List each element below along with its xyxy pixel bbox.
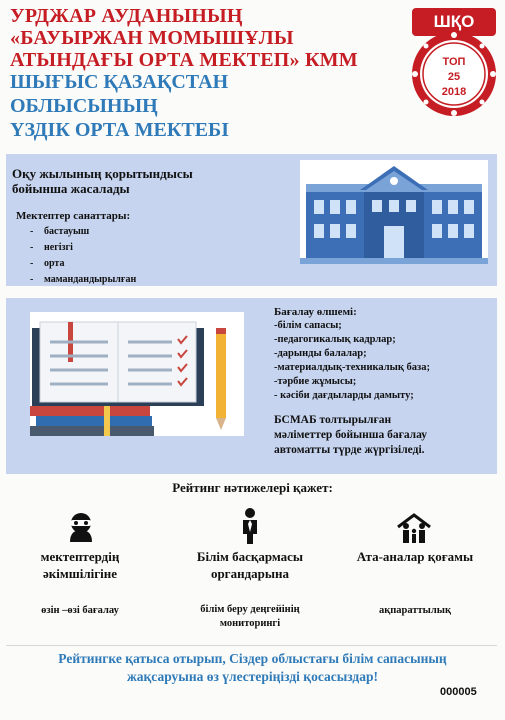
badge-top: ТОП [442, 56, 466, 68]
auto-text-line-3: автоматты түрде жүргізіледі. [274, 444, 425, 456]
column-3-title: Ата-аналар қоғамы [356, 549, 474, 564]
column-2-title-1: Білім басқармасы [196, 549, 304, 564]
list-item: - [30, 258, 34, 269]
list-item: орта [44, 258, 65, 269]
badge-year: 2018 [441, 86, 467, 98]
intro-line-2: бойынша жасалады [12, 181, 130, 196]
header-line-3: АТЫНДАҒЫ ОРТА МЕКТЕП» КММ [10, 49, 358, 71]
top25-badge [408, 8, 500, 120]
column-3-note: ақпараттылық [378, 605, 452, 616]
column-1-title-1: мектептердің [40, 549, 120, 564]
column-2-title-2: органдарына [210, 566, 290, 581]
column-1-note: өзін –өзі бағалау [41, 605, 119, 616]
auto-text-line-1: БСМАБ толтырылған [274, 414, 392, 426]
header-line-4: ШЫҒЫС ҚАЗАҚСТАН [10, 71, 229, 93]
list-item: негізгі [44, 242, 73, 253]
badge-region: ШҚО [433, 12, 475, 31]
footer-line-1: Рейтингке қатыса отырып, Сіздер облыстағы білім сапасының [58, 651, 447, 666]
header-line-2: «БАУЫРЖАН МОМЫШҰЛЫ [10, 27, 294, 49]
rating-title: Рейтинг нәтижелері қажет: [172, 480, 333, 495]
list-item: - [30, 274, 34, 285]
criteria-item: -материалдық-техникалық база; [274, 362, 430, 373]
list-item: - [30, 226, 34, 237]
criteria-item: -педагогикалық кадрлар; [274, 334, 396, 345]
criteria-item: -тәрбие жұмысы; [274, 376, 357, 387]
divider [6, 645, 497, 646]
criteria-item: - кәсіби дағдыларды дамыту; [274, 390, 414, 401]
header-line-1: УРДЖАР АУДАНЫНЫҢ [10, 5, 243, 27]
badge-number: 25 [447, 71, 461, 83]
intro-line-1: Оқу жылының қорытындысы [12, 166, 193, 181]
person-icon [240, 508, 260, 544]
page-serial-number: 000005 [440, 686, 477, 698]
books-checklist-icon [30, 312, 244, 436]
header-line-6: ҮЗДІК ОРТА МЕКТЕБІ [10, 119, 230, 141]
criteria-item: -дарынды балалар; [274, 348, 367, 359]
categories-title: Мектептер санаттары: [16, 210, 131, 222]
school-building-icon [300, 160, 488, 264]
criteria-title: Бағалау өлшемі: [274, 306, 357, 318]
family-house-icon [395, 512, 433, 544]
list-item: мамандандырылған [44, 274, 137, 285]
column-2-note-2: мониторингі [219, 618, 281, 629]
school-building-illustration [300, 160, 488, 264]
header-line-5: ОБЛЫСЫНЫҢ [10, 95, 158, 117]
list-item: - [30, 242, 34, 253]
column-2-note-1: білім беру деңгейінің [200, 604, 300, 615]
mask-person-icon [64, 512, 98, 544]
list-item: бастауыш [44, 226, 90, 237]
auto-text-line-2: мәліметтер бойынша бағалау [274, 429, 428, 441]
footer-line-2: жақсаруына өз үлестеріңізді қосасыздар! [126, 669, 379, 684]
column-1-title-2: әкімшілігіне [43, 566, 117, 581]
books-illustration [30, 312, 244, 436]
criteria-item: -білім сапасы; [274, 320, 342, 331]
